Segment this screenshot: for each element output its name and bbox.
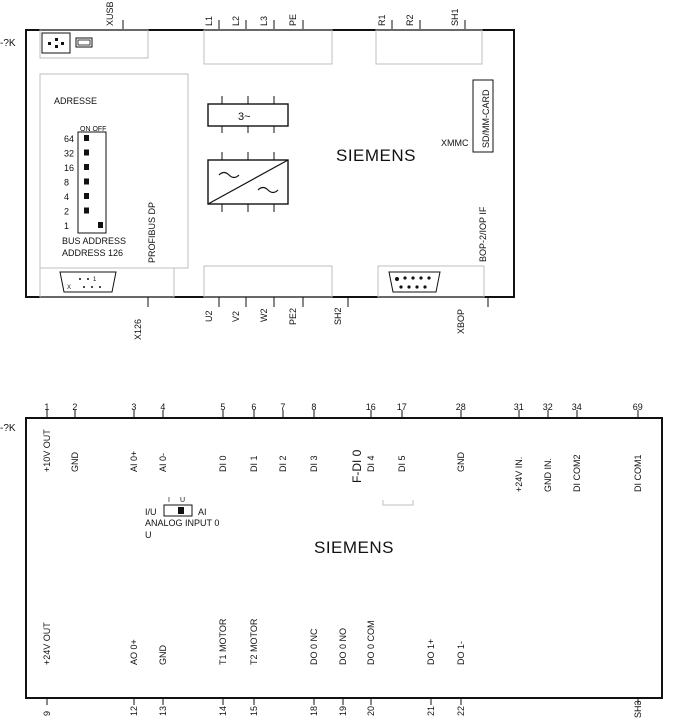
pin-label-t2-motor: T2 MOTOR <box>249 618 259 665</box>
pin-number-31: 31 <box>513 402 524 412</box>
terminal-label-v2: V2 <box>231 310 241 322</box>
dip-switch-32 <box>84 150 89 156</box>
pin-label-di-3: DI 3 <box>309 455 319 472</box>
module1-designation: -?K <box>0 38 16 49</box>
pin-label-di-com2: DI COM2 <box>572 454 582 492</box>
pin-number-28: 28 <box>455 402 466 412</box>
dip-switch-value-4: 4 <box>64 192 70 202</box>
pin-number-15: 15 <box>249 705 259 716</box>
pin-label-ao-0: AO 0+ <box>129 639 139 665</box>
pin-number-16: 16 <box>365 402 376 412</box>
pin-label-24v-out: +24V OUT <box>42 622 52 665</box>
on-off-label: ON OFF <box>80 126 107 133</box>
switch-i-label: I <box>168 497 170 504</box>
power-module <box>0 1 514 340</box>
pin-number-8: 8 <box>311 402 317 412</box>
dip-switch-8 <box>84 179 89 185</box>
pin-label-di-2: DI 2 <box>278 455 288 472</box>
svg-text:1: 1 <box>93 277 97 283</box>
pin-label-do-0-nc: DO 0 NC <box>309 628 319 665</box>
terminal-label-sh2: SH2 <box>333 307 343 325</box>
pin-number-6: 6 <box>251 402 257 412</box>
brand-siemens-power: SIEMENS <box>336 146 417 165</box>
pin-label-di-1: DI 1 <box>249 455 259 472</box>
pin-label-di-com1: DI COM1 <box>633 454 643 492</box>
terminal-label-r2: R2 <box>405 14 415 26</box>
terminal-label-pe: PE <box>288 13 298 26</box>
pin-number-sh3: SH3 <box>633 700 643 718</box>
pin-number-4: 4 <box>160 402 166 412</box>
pin-number-5: 5 <box>220 402 226 412</box>
pin-number-2: 2 <box>72 402 78 412</box>
pin-label-do-0-com: DO 0 COM <box>366 620 376 665</box>
pin-label-ai-0: AI 0+ <box>129 450 139 472</box>
sdmmc-label: SD/MM-CARD <box>481 89 491 148</box>
pin-number-34: 34 <box>571 402 582 412</box>
power-module-bottom-terminals <box>133 297 488 340</box>
terminal-label-u2: U2 <box>204 310 214 322</box>
pin-label-di-4: DI 4 <box>366 455 376 472</box>
address-title: ADRESSE <box>54 96 98 106</box>
pin-label-ai-0: AI 0- <box>158 452 168 472</box>
pin-number-20: 20 <box>366 705 376 716</box>
bus-address-label: BUS ADDRESS <box>62 236 127 246</box>
iu-label: I/U <box>145 507 157 517</box>
dip-switch-value-2: 2 <box>64 206 70 217</box>
pin-number-7: 7 <box>280 402 286 412</box>
pin-number-19: 19 <box>338 705 348 716</box>
fdi-group-label: F-DI 0 <box>350 449 364 483</box>
terminal-label-xusb: XUSB <box>105 1 115 26</box>
address-value: ADDRESS 126 <box>62 248 124 258</box>
pin-number-69: 69 <box>632 402 643 412</box>
terminal-label-pe2: PE2 <box>288 307 298 325</box>
pin-label-24v-in: +24V IN. <box>514 456 524 492</box>
terminal-label-xbop: XBOP <box>456 308 466 334</box>
pin-number-14: 14 <box>218 705 228 716</box>
terminal-label-l3: L3 <box>259 15 269 26</box>
pin-label-gnd-in: GND IN. <box>543 457 553 492</box>
dip-switch-value-64: 64 <box>64 134 75 144</box>
pin-label-do-0-no: DO 0 NO <box>338 627 348 665</box>
dip-switch-value-16: 16 <box>64 163 75 173</box>
xmmc-label: XMMC <box>441 138 469 148</box>
profibus-label: PROFIBUS DP <box>147 201 157 263</box>
pin-label-gnd: GND <box>456 452 466 472</box>
pin-number-9: 9 <box>42 710 52 716</box>
bop-interface-label: BOP-2/IOP IF <box>478 206 488 262</box>
power-module-top-terminals <box>105 1 465 30</box>
analog-input-label: ANALOG INPUT 0 <box>145 518 220 528</box>
terminal-label-sh1: SH1 <box>450 8 460 26</box>
pin-label-gnd: GND <box>158 645 168 665</box>
dip-switch-2 <box>84 208 89 214</box>
pin-label-t1-motor: T1 MOTOR <box>218 618 228 665</box>
switch-u-label: U <box>180 497 186 504</box>
dip-switch-4 <box>84 193 89 199</box>
pin-label-di-0: DI 0 <box>218 455 228 472</box>
dip-switch-64 <box>84 135 89 141</box>
pin-number-3: 3 <box>131 402 137 412</box>
svg-text:X: X <box>67 285 72 291</box>
pin-number-22: 22 <box>456 705 466 716</box>
three-phase-symbol: 3~ <box>238 111 251 123</box>
pin-label-do-1: DO 1- <box>456 640 466 665</box>
terminal-label-w2: W2 <box>259 308 269 322</box>
pin-number-32: 32 <box>542 402 553 412</box>
control-unit <box>0 402 662 718</box>
pin-number-13: 13 <box>158 705 168 716</box>
module2-designation: -?K <box>0 423 16 434</box>
pin-label-do-1: DO 1+ <box>426 638 436 665</box>
pin-number-17: 17 <box>396 402 407 412</box>
pin-label-10v-out: +10V OUT <box>42 429 52 472</box>
pin-number-1: 1 <box>44 402 50 412</box>
dip-switch-1 <box>98 222 103 228</box>
dip-switch-value-32: 32 <box>64 148 75 159</box>
terminal-label-r1: R1 <box>377 14 387 26</box>
brand-siemens-control: SIEMENS <box>314 538 395 557</box>
analog-u-label: U <box>145 530 152 540</box>
terminal-label-x126: X126 <box>133 318 143 340</box>
dip-switch-value-8: 8 <box>64 177 70 188</box>
terminal-label-l2: L2 <box>231 15 241 26</box>
ai-label: AI <box>198 507 207 517</box>
terminal-label-l1: L1 <box>204 15 214 26</box>
pin-label-gnd: GND <box>70 452 80 472</box>
pin-number-18: 18 <box>309 705 319 716</box>
pin-label-di-5: DI 5 <box>397 455 407 472</box>
pin-number-21: 21 <box>426 705 436 716</box>
dip-switch-16 <box>84 164 89 170</box>
dip-switch-value-1: 1 <box>64 221 70 231</box>
pin-number-12: 12 <box>129 705 139 716</box>
